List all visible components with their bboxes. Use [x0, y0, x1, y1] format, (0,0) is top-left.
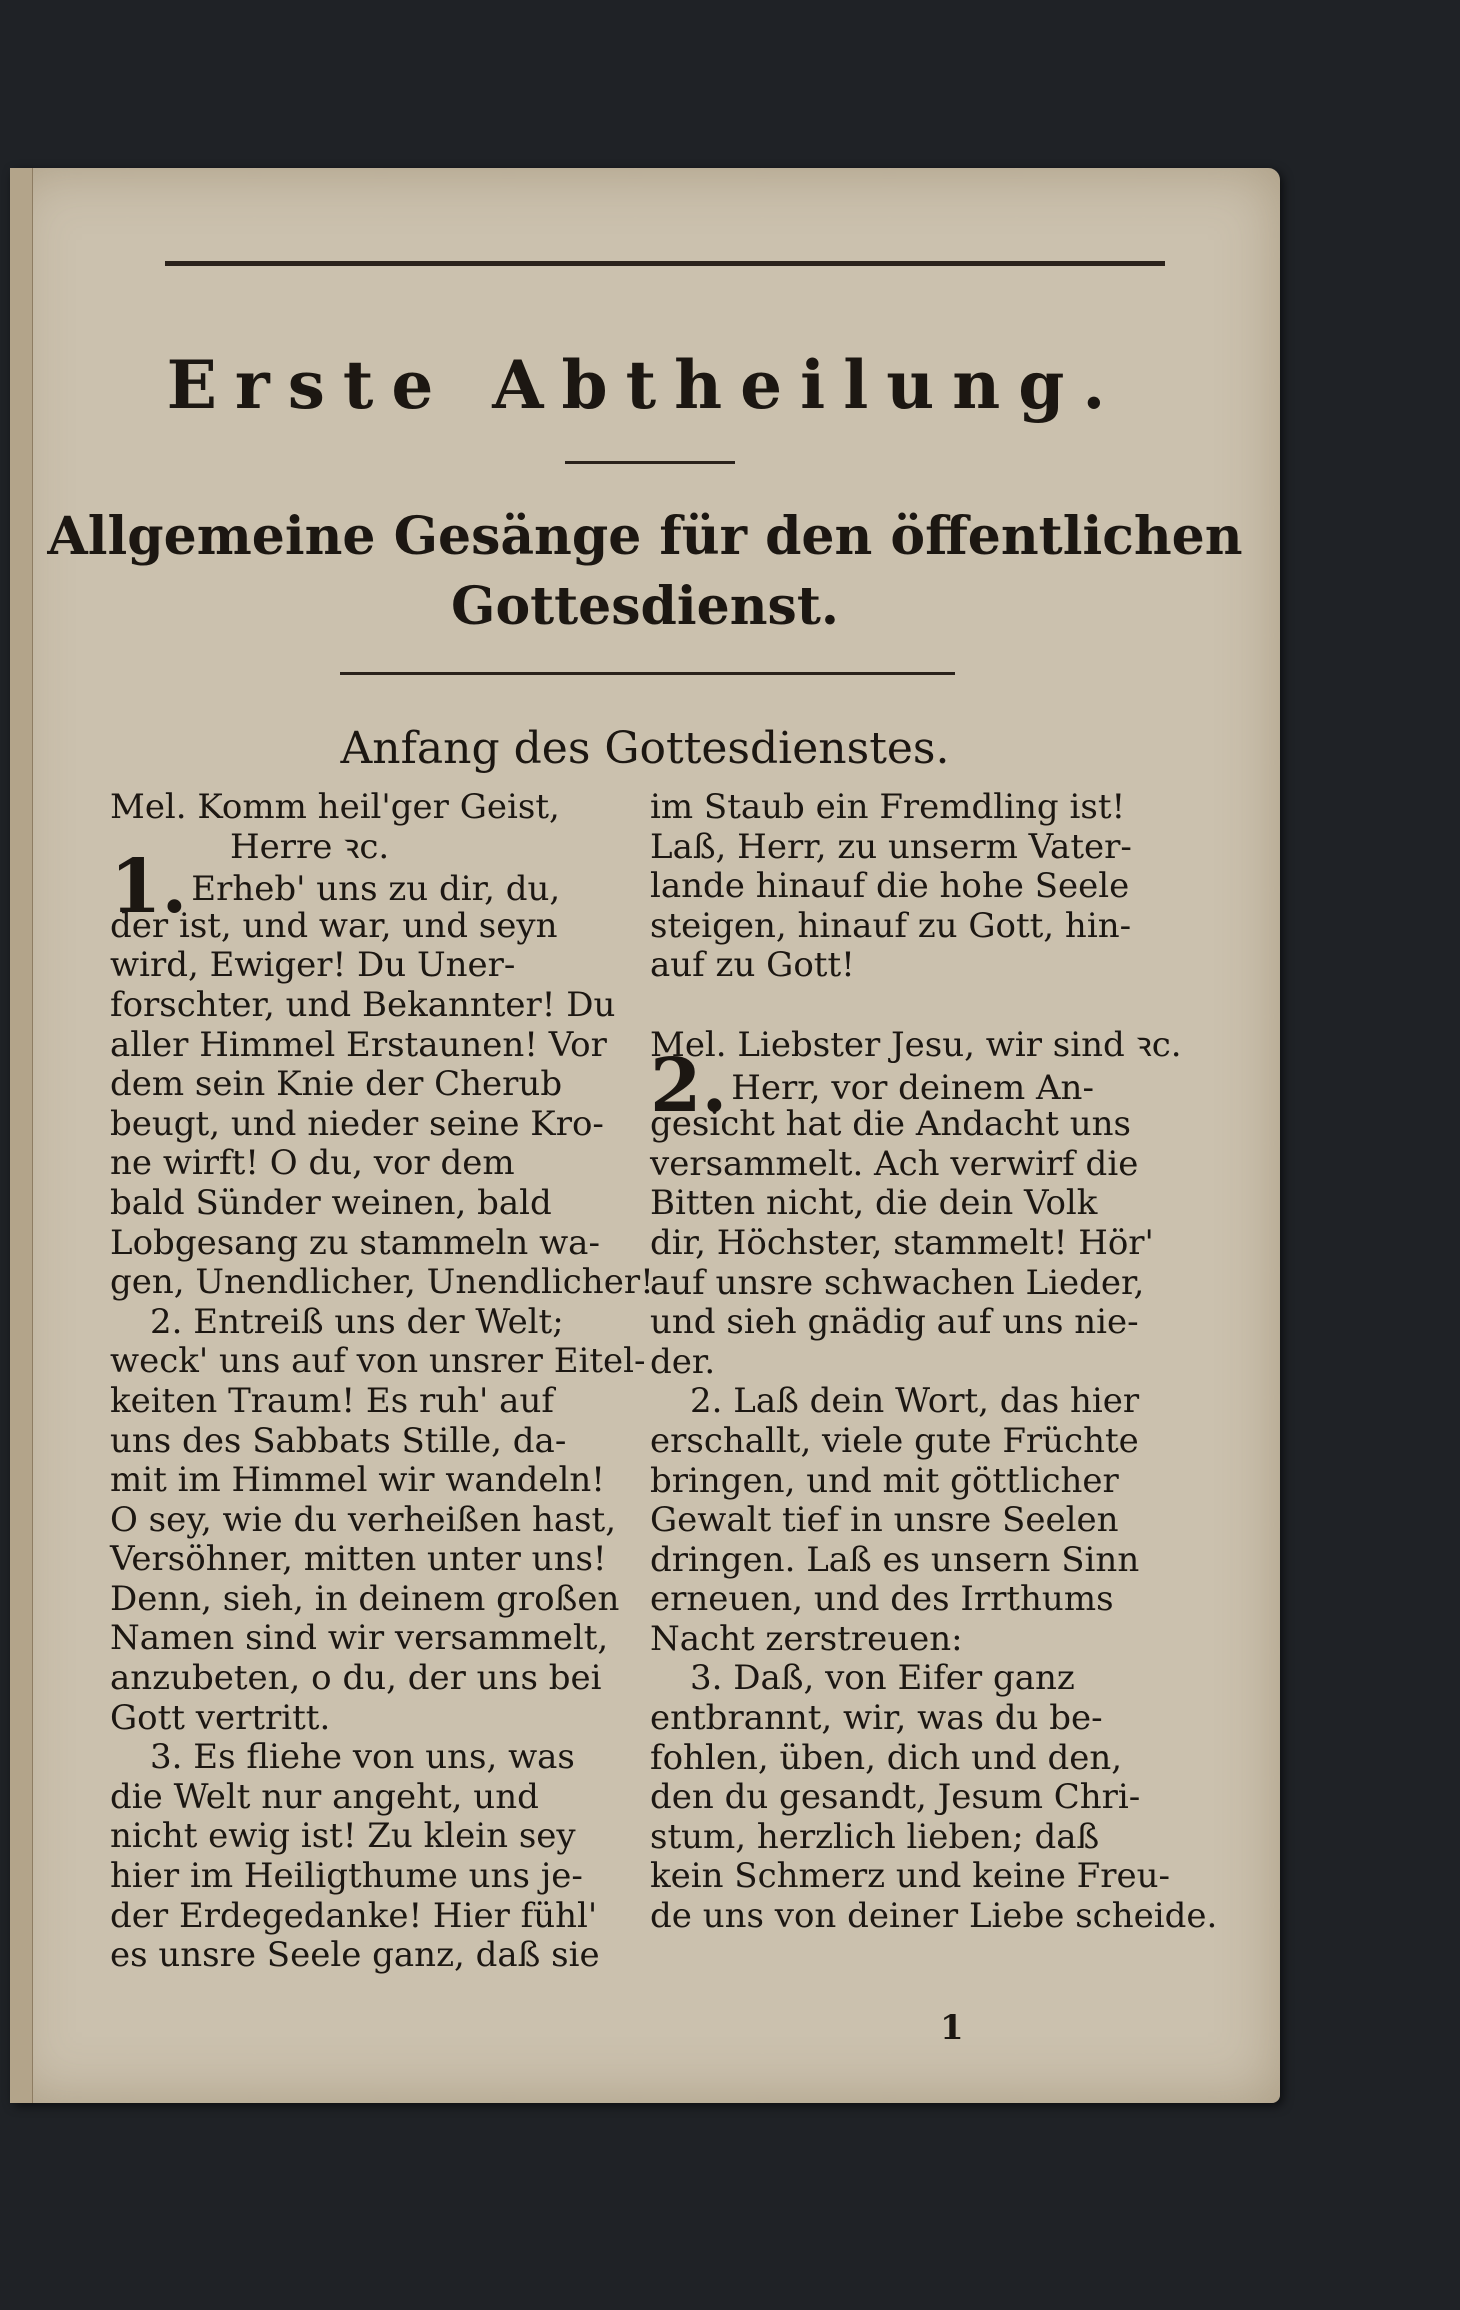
- text-line: gen, Unendlicher, Unendlicher!: [110, 1262, 654, 1303]
- text-line: 3. Es fliehe von uns, was: [150, 1737, 575, 1778]
- top-rule: [165, 261, 1165, 266]
- text-line: Nacht zerstreuen:: [650, 1618, 963, 1659]
- text-line: nicht ewig ist! Zu klein sey: [110, 1816, 576, 1857]
- text-line: Gott vertritt.: [110, 1697, 331, 1738]
- text-line: auf zu Gott!: [650, 945, 855, 986]
- text-line: Laß, Herr, zu unserm Vater-: [650, 826, 1132, 867]
- text-line: beugt, und nieder seine Kro-: [110, 1103, 604, 1144]
- text-line: anzubeten, o du, der uns bei: [110, 1658, 602, 1699]
- text-line: dringen. Laß es unsern Sinn: [650, 1539, 1140, 1580]
- text-line: 2. Entreiß uns der Welt;: [150, 1301, 564, 1342]
- text-line: Mel. Liebster Jesu, wir sind ꝛc.: [650, 1024, 1182, 1065]
- text-line: steigen, hinauf zu Gott, hin-: [650, 905, 1132, 946]
- text-line: uns des Sabbats Stille, da-: [110, 1420, 567, 1461]
- text-line: 2. Laß dein Wort, das hier: [690, 1381, 1140, 1422]
- short-rule: [565, 461, 735, 464]
- text-line: der ist, und war, und seyn: [110, 905, 558, 946]
- text-line: Namen sind wir versammelt,: [110, 1618, 609, 1659]
- page-number: 1: [940, 2008, 964, 2048]
- text-line: Versöhner, mitten unter uns!: [110, 1539, 607, 1580]
- right-column: [650, 787, 1218, 1937]
- text-line: gesicht hat die Andacht uns: [650, 1104, 1131, 1145]
- text-line: aller Himmel Erstaunen! Vor: [110, 1024, 607, 1065]
- text-line: den du gesandt, Jesum Chri-: [650, 1777, 1141, 1818]
- text-line: es unsre Seele ganz, daß sie: [110, 1935, 600, 1976]
- text-line: 3. Daß, von Eifer ganz: [690, 1658, 1075, 1699]
- text-line: Mel. Komm heil'ger Geist,: [110, 787, 560, 827]
- text-line: hier im Heiligthume uns je-: [110, 1856, 583, 1897]
- book-page: [10, 168, 1280, 2103]
- text-line: lande hinauf die hohe Seele: [650, 866, 1130, 907]
- text-line: dem sein Knie der Cherub: [110, 1064, 563, 1105]
- text-line: der.: [650, 1341, 716, 1382]
- section-title-line1: Allgemeine Gesänge für den öffentlichen: [47, 506, 1243, 567]
- text-line: dir, Höchster, stammelt! Hör': [650, 1222, 1154, 1263]
- text-line: kein Schmerz und keine Freu-: [650, 1856, 1171, 1897]
- text-line: de uns von deiner Liebe scheide.: [650, 1896, 1218, 1937]
- left-column: [110, 787, 654, 1976]
- text-line: und sieh gnädig auf uns nie-: [650, 1302, 1139, 1343]
- text-line: keiten Traum! Es ruh' auf: [110, 1380, 554, 1421]
- text-line: ne wirft! O du, vor dem: [110, 1143, 515, 1184]
- hymn-number: 1.: [110, 844, 188, 931]
- text-line: erschallt, viele gute Früchte: [650, 1420, 1139, 1461]
- text-line: die Welt nur angeht, und: [110, 1776, 539, 1817]
- text-line: O sey, wie du verheißen hast,: [110, 1499, 617, 1540]
- book-spine: [10, 168, 33, 2103]
- section-title-line2: Gottesdienst.: [451, 576, 839, 637]
- text-line: im Staub ein Fremdling ist!: [650, 787, 1126, 827]
- stanza-gap: [650, 986, 1180, 1026]
- text-line: fohlen, üben, dich und den,: [650, 1737, 1123, 1778]
- subsection-title: Anfang des Gottesdienstes.: [340, 723, 950, 774]
- hymn-number: 2.: [650, 1042, 728, 1129]
- text-line: Denn, sieh, in deinem großen: [110, 1578, 620, 1619]
- text-line: bringen, und mit göttlicher: [650, 1460, 1119, 1501]
- text-line: erneuen, und des Irrthums: [650, 1579, 1114, 1620]
- text-line-content: Erheb' uns zu dir, du,: [191, 869, 561, 910]
- text-line: stum, herzlich lieben; daß: [650, 1816, 1100, 1857]
- text-line: Lobgesang zu stammeln wa-: [110, 1222, 600, 1263]
- text-line-content: Herr, vor deinem An-: [731, 1067, 1094, 1108]
- text-line: versammelt. Ach verwirf die: [650, 1143, 1139, 1184]
- text-line: forschter, und Bekannter! Du: [110, 984, 616, 1025]
- text-line: entbrannt, wir, was du be-: [650, 1698, 1103, 1739]
- text-line: bald Sünder weinen, bald: [110, 1182, 552, 1223]
- text-line: weck' uns auf von unsrer Eitel-: [110, 1341, 646, 1382]
- text-line: Herre ꝛc.: [230, 826, 390, 867]
- text-line: auf unsre schwachen Lieder,: [650, 1262, 1145, 1303]
- part-title: Erste Abtheilung.: [166, 346, 1124, 424]
- middle-rule: [340, 672, 955, 675]
- text-line: Bitten nicht, die dein Volk: [650, 1183, 1098, 1224]
- text-line: Gewalt tief in unsre Seelen: [650, 1500, 1119, 1541]
- text-line: der Erdegedanke! Hier fühl': [110, 1895, 598, 1936]
- text-line: mit im Himmel wir wandeln!: [110, 1460, 605, 1501]
- text-line: wird, Ewiger! Du Uner-: [110, 945, 516, 986]
